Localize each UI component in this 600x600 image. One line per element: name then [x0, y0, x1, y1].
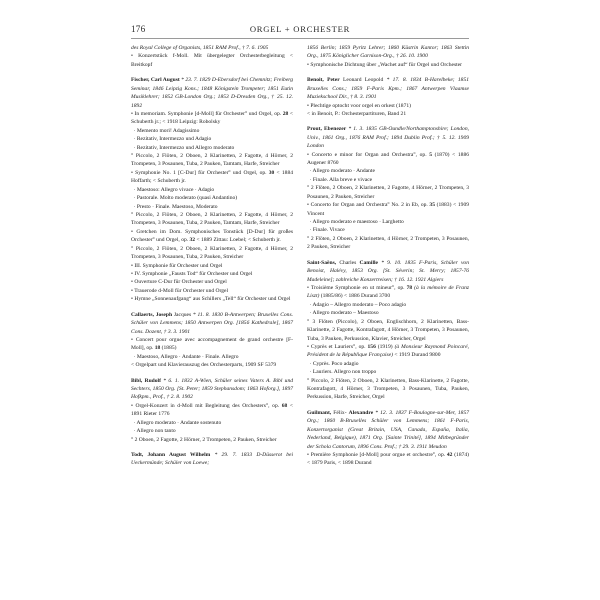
entry-name: Guilmant,: [307, 409, 332, 416]
text-line-mvt: · Allegro moderato · Andante sostenuto: [133, 419, 222, 426]
text-line-head: [307, 259, 469, 284]
text-line-mvt: · Memento mori! Adagissimo: [133, 127, 200, 134]
entry-name: Callaerts, Joseph: [131, 311, 173, 318]
entry-callaerts-joseph: [131, 311, 293, 370]
entry-prout-ebenezer: [307, 125, 469, 251]
text-line-work: • Hymne „Sonnenaufgang“ aus Schillers „Tell“ für Orchester und Orgel: [131, 296, 291, 303]
opus-number: 156: [367, 343, 376, 350]
entry-benoit-peter: [307, 76, 469, 118]
text-line-work: • Troisième Symphonie en ut mineur°, op. 78 (à la mémoire de Franz Liszt) (1885/86) < 1886 Durand 3700: [307, 284, 469, 300]
entry-biography: * 12. 3. 1837 F-Boulogne-sur-Mer, 1857 Org.; 1860 B-Bruxelles Schüler von Lemmens; 1861 F-Paris, Konzertorganist (Great Britain, USA, Canada, España, Italia, Nederland, Belgique), 1871 Org. [Sainte Trinité], 1894 Mitbegründer der Schola Cantorum, 1896 Cons. Prof.; † 29. 3. 1911 Meudon: [307, 409, 469, 450]
text-line-mvt: · Cyprès. Poco adagio: [309, 360, 359, 367]
opus-number: 35: [429, 202, 435, 209]
entry-biography: * 6. 1. 1832 A-Wien, Schüler seines Vaters A. Bibl und Sechters, 1850 Org. [St. Peter; 1859 Stephansdom; 1863 Hoforg.], 1897 Hofkpm., Prof., † 2. 8. 1902: [131, 377, 294, 401]
text-line-work: • Concerto e minor for Organ and Orchestra°, op. 5 (1870) < 1886 Augener 8760: [307, 151, 469, 167]
entry-name: Todt, Johann August Wilhelm: [131, 451, 211, 458]
text-line-head: [307, 409, 469, 451]
text-line-mvt: · Finale. Alla breve e vivace: [309, 176, 373, 183]
dedication: (à la mémoire de Franz Liszt): [307, 284, 469, 300]
entry-biography: des Royal College of Organists, 1851 RAM Prof., † 7. 6. 1905: [131, 45, 269, 51]
text-line-instr: ° Piccolo, 2 Flöten, 2 Oboen, 2 Klarinetten, 2 Fagotte, 4 Hörner, 2 Trompeten, 3 Posaunen, Tuba, 2 Pauken, Tamtam, Harfe, Streicher: [131, 153, 293, 168]
entry-name: Fischer, Carl August: [131, 77, 180, 84]
text-line-instr: ° 2 Flöten, 2 Oboen, 2 Klarinetten, 4 Hörner, 2 Trompeten, 3 Posaunen, 2 Pauken, Streicher: [307, 235, 469, 251]
entry-separator: [131, 370, 293, 377]
entry-biography: * 29. 7. 1833 D-Düsserot bei Ueckermünde; Schüler von Loewe;: [131, 451, 293, 467]
text-line-head: [131, 377, 293, 402]
entry-name-secondary: Jacques: [173, 311, 192, 318]
entry-continuation-todt: [307, 44, 469, 69]
text-line-instr: ° Piccolo, 2 Flöten, 2 Oboen, 2 Klarinetten, 2 Fagotte, 4 Hörner, 2 Trompeten, 3 Posaunen, Tuba, 2 Pauken, Tamtam, Harfe, Streicher: [131, 212, 293, 227]
entry-name: Bibl, Rudolf: [131, 377, 161, 384]
text-line-head: [131, 451, 293, 468]
entry-name-bold-tail: Camille: [359, 259, 378, 266]
entry-biography: * 9. 10. 1835 F-Paris, Schüler von Benoist, Halévy, 1853 Org. [St. Séverin; St. Merry; 1857-76 Madeleine]; zahlreiche Konzertreisen; † 16. 12. 1921 Algiers: [307, 259, 469, 283]
text-line-work: • Symphonische Dichtung über „Wachet auf“ für Orgel und Orchester: [307, 61, 462, 68]
entry-name-secondary: Leonard Leopold: [343, 77, 384, 84]
opus-number: 78: [406, 284, 413, 291]
entry-fischer-carl-august: [131, 76, 293, 303]
text-line-mvt: · Rezitativ, Intermezzo und Allegro moderato: [133, 144, 235, 151]
entry-separator: [131, 69, 293, 76]
text-line-work: • Orgel-Konzert in d-Moll mit Begleitung des Orchesters°, op. 68 < 1891 Rieter 1776: [131, 402, 293, 418]
text-line-work: • Concert pour orgue avec accompagnement de grand orchestre [F-Moll], op. 18 (1885): [131, 336, 293, 352]
entry-name-bold-tail: Alexandre: [348, 409, 374, 416]
opus-number: 68: [281, 402, 288, 409]
entry-separator: [307, 402, 469, 409]
text-line-head: [131, 311, 293, 336]
text-line-cont: < Orgelpart und Klavierauszug des Orchesterparts, 1909 SF 5379: [131, 362, 277, 369]
entry-separator: [307, 69, 469, 76]
text-line-mvt: · Allegro moderato · Andante: [309, 168, 375, 175]
dedication: (à Monsieur Raymond Poincaré, Président de la République Française): [307, 343, 470, 359]
text-line-mvt: · Allegro moderato – Maestoso: [309, 310, 379, 317]
entry-continuation-unknown: [131, 44, 293, 69]
opus-number: 42: [446, 451, 453, 458]
entry-biography: * 1. 3. 1835 GB-Oundle/Northamptonshire; London, Univ., 1861 Org., 1876 RAM Prof.; 1894 Dublin Prof.; † 5. 12. 1909 London: [307, 126, 469, 150]
opus-number: 5: [429, 151, 433, 158]
entry-name-secondary: Félix-: [333, 409, 347, 416]
text-line-mvt: · Adagio – Allegro moderato – Poco adagio: [309, 301, 407, 308]
text-line-instr: ° 3 Flöten (Piccolo), 2 Oboen, Englischhorn, 2 Klarinetten, Bass-Klarinette, 2 Fagotte, Kontrafagott, 4 Hörner, 3 Trompeten, 3 Posaunen, Tuba, 3 Pauken, Perkussion, Klavier, Streicher, Orgel: [307, 318, 469, 342]
text-line-work: • Konzertstück f-Moll. Mit übergelegter Orchesterbegleitung < Breitkopf: [131, 53, 293, 68]
entry-saint-saens-charles-camille: [307, 259, 469, 402]
text-line-work: • III. Symphonie für Orchester und Orgel: [131, 262, 223, 269]
running-head: [131, 24, 469, 38]
text-line-work: • Concerto for Organ and Orchestra° No. 2 in Eb, op. 35 (1883) < 1909 Vincent: [307, 202, 469, 217]
entry-biography: 1856 Berlin; 1859 Pyritz Lehrer; 1860 Küstrin Kantor; 1863 Stettin Org., 1875 Königlicher Garnison-Org., † 26. 10. 1900: [307, 45, 469, 60]
column-right: [307, 44, 469, 564]
text-line-head: [131, 76, 293, 110]
text-line-ital: [307, 44, 469, 61]
text-line-mvt: · Pastorale. Molto moderato (quasi Andantino): [133, 195, 238, 202]
entry-bibl-rudolf: [131, 377, 293, 444]
entry-biography: * 23. 7. 1829 D-Ebersdorf bei Chemnitz; Freiberg Seminar, 1846 Leipzig Kons.; 1848 Königstein Trompeter; 1851 Eutin Musiklehrer; 1852 GB-London Org.; 1853 D-Dresden Org., † 25. 12. 1892: [131, 77, 294, 109]
text-line-work: • Ouverture C-Dur für Orchester und Orgel: [131, 279, 227, 286]
entry-separator: [131, 304, 293, 311]
text-line-head: [307, 76, 469, 101]
entry-separator: [307, 252, 469, 259]
text-line-mvt: · Finale. Vivace: [309, 227, 345, 234]
text-line-instr: ° Piccolo, 2 Flöten, 2 Oboen, 2 Klarinetten, 2 Fagotte, 4 Hörner, 2 Trompeten, 3 Posaunen, Tuba, 2 Pauken, Streicher: [131, 245, 293, 261]
entry-name-secondary: Charles: [339, 259, 357, 266]
entry-separator: [307, 118, 469, 125]
running-head-title: ORGEL + ORCHESTER: [249, 24, 351, 34]
text-line-cont: < in Benoit, P.: Orchesterpartituren, Band 21: [307, 110, 407, 117]
text-columns: [131, 44, 469, 564]
entry-biography: * 17. 8. 1834 B-Harelbeke; 1851 Bruxelles Cons.; 1859 F-Paris Kpm.; 1867 Antwerpen Vlaamse Muziekschool Dir., † 8. 3. 1901: [307, 77, 469, 101]
text-line-work: • Symphonie No. 1 [C-Dur] für Orchester° und Orgel, op. 30 < 1884 Hoffarth; < Schuberth jr.: [131, 169, 293, 185]
text-line-work: • IV. Symphonie „Fausts Tod“ für Orchester und Orgel: [131, 270, 253, 277]
entry-guilmant-felix-alexandre: [307, 409, 469, 468]
text-line-mvt: · Allegro moderato e maestoso · Larghetto: [309, 219, 404, 226]
text-line-mvt: · Maestoso: Allegro vivace · Adagio: [133, 186, 215, 193]
header-rule: [131, 38, 469, 39]
text-line-work: • Première Symphonie [d-Moll] pour orgue et orchestre°, op. 42 (1874) < 1879 Paris, < 1898 Durand: [307, 451, 469, 467]
opus-number: 18: [154, 345, 161, 352]
text-line-instr: ° Piccolo, 2 Flöten, 2 Oboen, 2 Klarinetten, Bass-Klarinette, 2 Fagotte, Kontrafagott, 4 Hörner, 3 Trompeten, 3 Posaunen, Tuba, Pauken, Perkussion, Harfe, Streicher, Orgel: [307, 377, 469, 401]
opus-number: 28: [282, 110, 289, 117]
text-line-work: • In memoriam. Symphonie [d-Moll] für Orchester° und Orgel, op. 28 < Schuberth jr.; < 1918 Leipzig: Robolsky: [131, 110, 293, 126]
text-line-mvt: · Allegro non tanto: [133, 428, 176, 435]
text-line-mvt: · Rezitativ, Intermezzo und Adagio: [133, 136, 212, 143]
entry-biography: * 11. 8. 1830 B-Antwerpen; Bruxelles Cons. Schüler von Lemmens; 1850 Antwerpen Org. [1856 Kathedrale], 1867 Cons. Dozent, † 3. 3. 1901: [131, 311, 293, 335]
text-line-instr: ° 2 Flöten, 2 Oboen, 2 Klarinetten, 2 Fagotte, 4 Hörner, 2 Trompeten, 3 Posaunen, 2 Pauken, Streicher: [307, 185, 469, 200]
opus-number: 32: [189, 237, 196, 244]
entry-separator: [131, 444, 293, 451]
entry-name: Benoit, Peter: [307, 77, 340, 84]
opus-number: 30: [268, 169, 275, 176]
text-line-mvt: · Presto · Finale. Maestoso, Moderato: [133, 203, 218, 210]
text-line-work: • Gretchen im Dom. Symphonisches Tonstück [D-Dur] für großes Orchester° und Orgel, op. 32 < 1889 Zittau: Loebel; < Schuberth jr.: [131, 228, 293, 244]
text-line-work: • Plechtige optocht voor orgel en orkest (1871): [307, 102, 411, 109]
page-number: 176: [131, 24, 146, 34]
entry-name: Saint-Saëns,: [307, 259, 337, 266]
text-line-ital: [131, 44, 293, 52]
text-line-work: • Trauerode d-Moll für Orchester und Orgel: [131, 287, 229, 294]
column-left: [131, 44, 293, 564]
text-line-instr: ° 2 Oboen, 2 Fagotte, 2 Hörner, 2 Trompeten, 2 Pauken, Streicher: [131, 436, 277, 443]
text-line-head: [307, 125, 469, 150]
text-line-mvt: · Maestoso, Allegro · Andante · Finale. Allegro: [133, 353, 239, 360]
text-line-work: • Cyprès et Lauriers°, op. 156 (1919) (à Monsieur Raymond Poincaré, Président de la République Française) < 1919 Durand 9800: [307, 343, 470, 359]
entry-todt-johann-august-wilhelm: [131, 451, 293, 468]
text-line-mvt: · Lauriers. Allegro non troppo: [309, 369, 377, 376]
entry-name: Prout, Ebenezer: [307, 126, 347, 133]
